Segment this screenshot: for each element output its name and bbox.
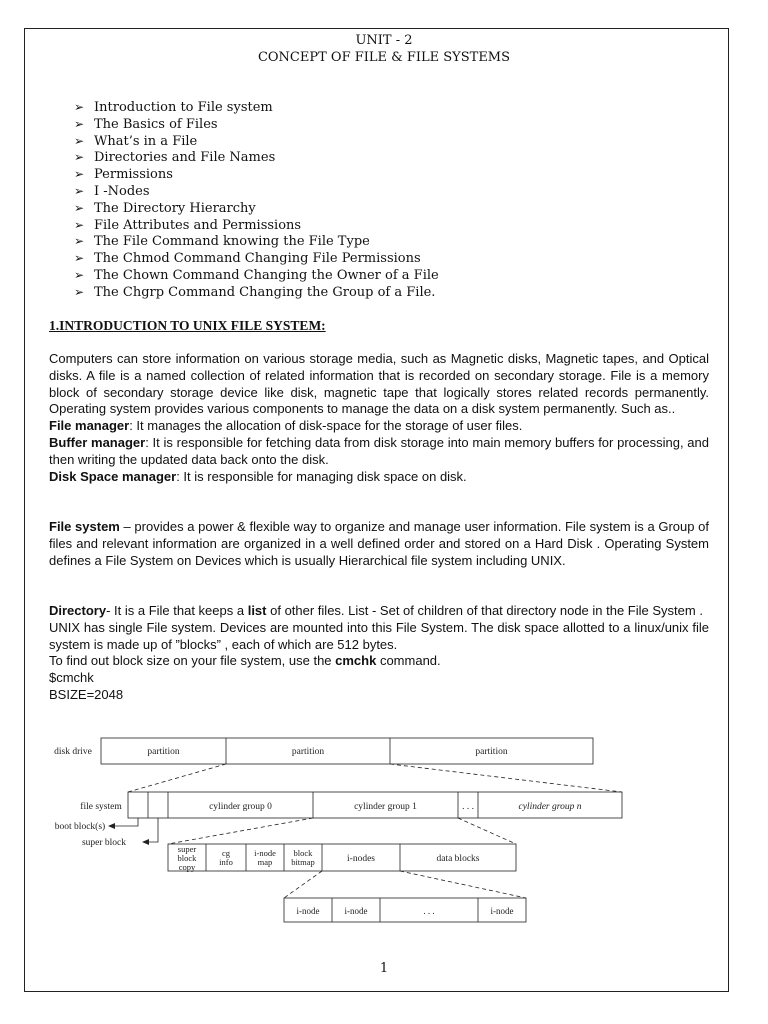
super-block-label: super block (81, 838, 127, 848)
section-body-1 (49, 351, 709, 485)
cg-cell-line: block (177, 853, 197, 863)
disk-space-manager-text: : It is responsible for managing disk space on disk. (176, 468, 467, 484)
topic-label: Permissions (94, 167, 173, 183)
topic-list-item (74, 250, 439, 267)
directory-text-1: - It is a File that keeps a (106, 603, 248, 618)
expansion-line (168, 818, 313, 844)
topic-label: The Basics of Files (94, 116, 218, 132)
arrow-bullet-icon: ➢ (74, 100, 85, 114)
intro-paragraph: Computers can store information on various storage media, such as Magnetic disks, Magnetic tapes, and Optical disks. A file is a named collection of related information that is recorded on secondary storage. File is a memory block of secondary storage device like disk, magnetic tape that logically stores related records permanently. Operating system provides various components to manage the data on a disk system permanently. Such as.. (49, 351, 709, 417)
inode-label: i-node (490, 906, 514, 916)
arrow-bullet-icon: ➢ (74, 133, 85, 148)
topic-list-item (74, 233, 439, 250)
cg-cell-line: i-nodes (347, 854, 375, 864)
section-body-3 (49, 603, 709, 704)
cg-cell-line: block (293, 848, 313, 858)
topic-list-item (74, 284, 439, 301)
topic-label: File Attributes and Permissions (94, 217, 302, 233)
expansion-line (284, 871, 322, 898)
inode-ellipsis: . . . (423, 906, 435, 916)
arrow-bullet-icon: ➢ (74, 284, 85, 299)
topic-list-item (74, 149, 439, 166)
cg-cell-line: data blocks (436, 854, 480, 864)
topic-list-item (74, 99, 439, 116)
cg-cell-line: i-node (254, 848, 276, 858)
file-manager-term: File manager (49, 418, 130, 434)
topic-label: The Chmod Command Changing File Permissions (94, 251, 421, 267)
topic-list-item (74, 267, 439, 284)
directory-definition (49, 603, 709, 620)
topic-label: Introduction to File system (94, 100, 273, 115)
topic-list-item (74, 133, 439, 150)
command-line: $cmchk (49, 670, 94, 686)
partition-label: partition (475, 747, 508, 757)
cg-cell-line: info (219, 857, 233, 867)
arrow-bullet-icon: ➢ (74, 251, 85, 266)
cylinder-group-label: cylinder group 1 (354, 802, 417, 812)
file-system-definition (49, 519, 709, 569)
topic-list-item (74, 217, 439, 234)
arrow-bullet-icon: ➢ (74, 167, 85, 182)
topic-label: The File Command knowing the File Type (94, 234, 370, 250)
topic-list-item (74, 200, 439, 217)
unix-paragraph: UNIX has single File system. Devices are mounted into this File System. The disk space allotted to a linux/unix file system is made up of ”blocks” , each of which are 512 bytes. (49, 619, 709, 652)
boot-block-pointer (114, 818, 138, 826)
directory-text-2: of other files. List - Set of children of that directory node in the File System . (266, 603, 703, 618)
disk-drive-label: disk drive (54, 747, 92, 757)
file-system-text: – provides a power & flexible way to organize and manage user information. File system is a Group of files and relevant information are organized in a well defined order and stored on a Hard Disk . Operating System defines a File System on Devices which is usually Hierarchical file system including UNIX. (49, 519, 709, 568)
topic-list-item (74, 183, 439, 200)
topic-list-item (74, 166, 439, 183)
topic-list-item (74, 116, 439, 133)
file-manager-text: : It manages the allocation of disk-space for the storage of user files. (129, 418, 523, 434)
boot-block-arrowhead (108, 823, 115, 829)
directory-list-word: list (247, 603, 267, 618)
arrow-bullet-icon: ➢ (74, 200, 85, 215)
super-block-pointer (148, 818, 158, 842)
page-number: 1 (379, 961, 389, 976)
section-body-2 (49, 519, 709, 569)
arrow-bullet-icon: ➢ (74, 150, 85, 165)
topic-list (74, 99, 439, 301)
cg-cell-line: copy (178, 862, 196, 872)
block-size-text-1: To find out block size on your file system, use the (49, 653, 336, 669)
cylinder-group-label: cylinder group 0 (209, 802, 272, 812)
topic-label: The Chgrp Command Changing the Group of a File. (94, 284, 436, 300)
topic-label: I -Nodes (94, 183, 150, 199)
arrow-bullet-icon: ➢ (74, 234, 85, 249)
cmchk-command: cmchk (335, 653, 377, 669)
expansion-line (128, 764, 226, 792)
cylinder-group-ellipsis: . . . (462, 802, 474, 812)
block-size-line (49, 653, 709, 670)
arrow-bullet-icon: ➢ (74, 183, 85, 198)
section-heading: 1.INTRODUCTION TO UNIX FILE SYSTEM: (49, 318, 326, 333)
expansion-line (458, 818, 516, 844)
expansion-line (400, 871, 526, 898)
buffer-manager-definition (49, 435, 709, 469)
disk-space-manager-term: Disk Space manager (49, 468, 177, 484)
cg-cell-line: cg (221, 848, 231, 858)
cylinder-group-label: cylinder group n (518, 802, 582, 812)
super-block-arrowhead (142, 839, 149, 845)
inode-label: i-node (344, 906, 368, 916)
command-output: BSIZE=2048 (49, 686, 124, 702)
block-size-text-2: command. (376, 653, 441, 669)
topic-label: What’s in a File (94, 133, 198, 149)
arrow-bullet-icon: ➢ (74, 217, 85, 232)
boot-block-label: boot block(s) (54, 822, 106, 832)
file-manager-definition (49, 418, 709, 435)
buffer-manager-term: Buffer manager (49, 434, 146, 450)
expansion-line (390, 764, 622, 792)
unit-heading: UNIT - 2 (355, 33, 413, 48)
topic-label: The Chown Command Changing the Owner of a File (94, 267, 439, 283)
topic-label: The Directory Hierarchy (94, 200, 256, 216)
partition-label: partition (291, 747, 325, 757)
arrow-bullet-icon: ➢ (74, 267, 85, 282)
inode-label: i-node (296, 906, 320, 916)
cg-cell-line: map (257, 857, 273, 867)
file-system-label: file system (80, 802, 122, 812)
cg-cell-line: super (177, 844, 197, 854)
file-system-term: File system (49, 519, 120, 534)
buffer-manager-text: : It is responsible for fetching data from disk storage into main memory buffers for processing, and then writing the updated data back onto the disk. (49, 434, 709, 467)
disk-space-manager-definition (49, 469, 709, 486)
page-title: CONCEPT OF FILE & FILE SYSTEMS (257, 50, 511, 65)
directory-term: Directory (49, 603, 107, 618)
cg-cell-line: bitmap (291, 857, 315, 867)
arrow-bullet-icon: ➢ (74, 116, 85, 131)
file-system-layout-diagram (44, 732, 644, 932)
topic-label: Directories and File Names (94, 150, 276, 166)
partition-label: partition (147, 747, 180, 757)
